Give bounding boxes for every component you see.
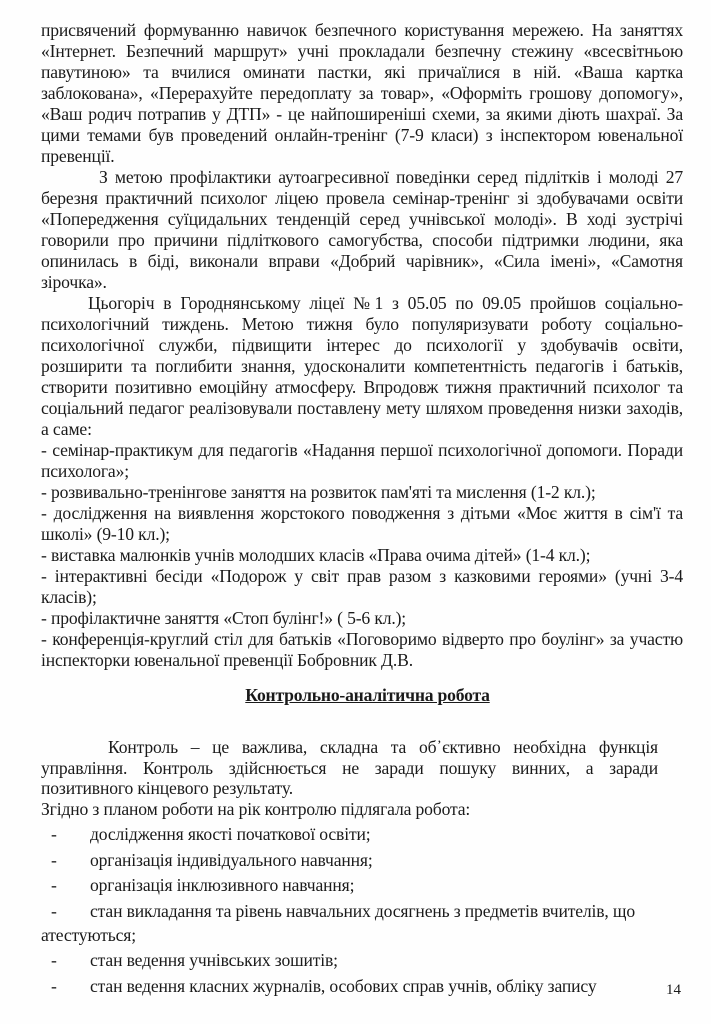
list-item: [41, 873, 683, 897]
list-item-text: організація індивідуального навчання;: [90, 849, 373, 870]
event-item: - інтерактивні бесіди «Подорож у світ прав разом з казковими героями» (учні 3-4 класів);: [41, 566, 683, 607]
event-item: - виставка малюнків учнів молодших класів «Права очима дітей» (1-4 кл.);: [41, 545, 591, 565]
page-number: 14: [666, 982, 681, 998]
list-item-text: стан ведення класних журналів, особових справ учнів, обліку запису: [90, 975, 597, 996]
list-item: [41, 948, 683, 972]
list-item-text: організація інклюзивного навчання;: [90, 875, 355, 895]
event-item: - семінар-практикум для педагогів «Надання першої психологічної допомоги. Поради психолога»;: [41, 440, 683, 481]
section-heading: Контрольно-аналітична робота: [245, 685, 490, 705]
section-control-analytics: [41, 737, 658, 819]
paragraph-plan-lead: Згідно з планом роботи на рік контролю підлягала робота:: [41, 798, 471, 819]
list-item-text: дослідження якості початкової освіти;: [90, 824, 371, 844]
list-item-text: стан викладання та рівень навчальних досягнень з предметів вчителів, що атестуються;: [41, 900, 635, 945]
dash-bullet-icon: -: [51, 824, 57, 844]
list-item: [41, 822, 683, 846]
paragraph-internet-safety: присвячений формуванню навичок безпечного користування мережею. На заняттях «Інтернет. Безпечний маршрут» учні прокладали безпечну стежину «всесвітньою павутиною» та вчилися оминати пастки, які причаїлися в ній. «Ваша картка заблокована», «Перерахуйте передоплату за товар», «Оформіть грошову допомогу», «Ваш родич потрапив у ДТП» - це найпоширеніші схеми, за якими діють шахраї. За цими темами був проведений онлайн-тренінг (7-9 класи) з інспектором ювенальної превенції.: [41, 20, 683, 166]
list-item: [41, 899, 683, 947]
event-item: - профілактичне заняття «Стоп булінг!» ( 5-6 кл.);: [41, 608, 407, 628]
dash-bullet-icon: -: [51, 950, 57, 970]
dash-bullet-icon: -: [51, 875, 57, 895]
dash-bullet-icon: -: [51, 900, 57, 921]
dash-bullet-icon: -: [51, 849, 57, 870]
list-item: [41, 848, 683, 872]
control-items-list: [41, 822, 683, 999]
event-item: - конференція-круглий стіл для батьків «Поговоримо відверто про боулінг» за участю інспекторки ювенальної превенції Бобровник Д.В.: [41, 629, 683, 670]
paragraph-control-definition: Контроль – це важлива, складна та об᾽єктивно необхідна функція управління. Контроль здійснюється не заради пошуку винних, а заради позитивного кінцевого результату.: [41, 737, 658, 798]
paragraph-suicide-prevention: З метою профілактики аутоагресивної поведінки серед підлітків і молоді 27 березня практичний психолог ліцею провела семінар-тренінг зі здобувачами освіти «Попередження суїцидальних тенденцій серед учнівської молоді». В ході зустрічі говорили про причини підліткового самогубства, способи підтримки людини, яка опинилась в біді, виконали вправи «Добрий чарівник», «Сила імені», «Самотня зірочка».: [41, 167, 683, 292]
event-item: - розвивально-тренінгове заняття на розвиток пам'яті та мислення (1-2 кл.);: [41, 482, 596, 502]
list-item-text: стан ведення учнівських зошитів;: [90, 950, 338, 970]
paragraph-psychology-week: Цьогоріч в Городнянському ліцеї №1 з 05.05 по 09.05 пройшов соціально-психологічний тиждень. Метою тижня було популяризувати роботу соціально-психологічної служби, підвищити інтерес до психології у здобувачів освіти, розширити та поглибити знання, удосконалити компетентність педагогів і батьків, створити позитивно емоційну атмосферу. Впродовж тижня практичний психолог та соціальний педагог реалізовували поставлену мету шляхом проведення низки заходів, а саме:: [41, 293, 683, 439]
list-item: [41, 974, 683, 998]
dash-bullet-icon: -: [51, 975, 57, 996]
event-item: - дослідження на виявлення жорстокого поводження з дітьми «Моє життя в сім'ї та школі» (9-10 кл.);: [41, 503, 683, 544]
section-psychological-service: [41, 20, 683, 671]
